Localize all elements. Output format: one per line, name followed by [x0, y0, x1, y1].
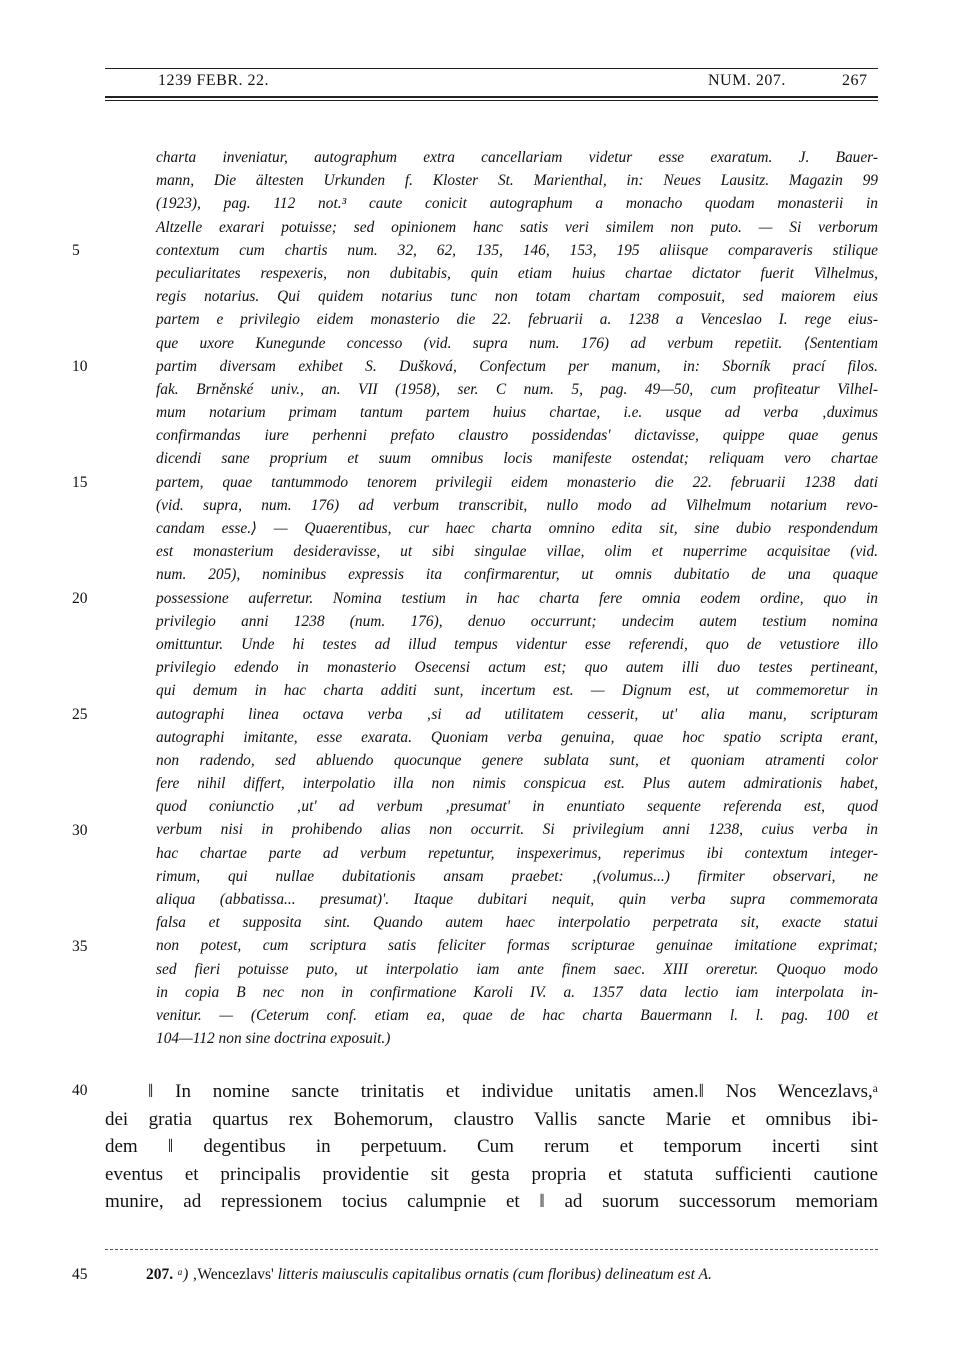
commentary-line: hac chartae parte ad verbum repetuntur, inspexerimus, reperimus ibi contextum integer- — [156, 844, 878, 862]
commentary-line: partim diversam exhibet S. Dušková, Confectum per manum, in: Sborník prací filos. — [156, 357, 878, 375]
charter-text — [105, 1078, 878, 1216]
commentary-block — [156, 146, 878, 1050]
commentary-line: regis notarius. Qui quidem notarius tunc non totam chartam composuit, sed maiorem eius — [156, 288, 878, 306]
line-number: 35 — [72, 938, 88, 955]
commentary-line: non radendo, sed abluendo quocunque genere sublata sunt, et quoniam atramenti color — [156, 751, 878, 769]
footnote-number: 207. — [146, 1266, 174, 1283]
commentary-line: privilegio anni 1238 (num. 176), denuo occurrunt; undecim autem testium nomina — [156, 612, 878, 630]
commentary-line: possessione auferretur. Nomina testium in hac charta fere omnia eodem ordine, quo in — [156, 589, 878, 607]
header-bottom-rule-thin — [105, 100, 878, 101]
commentary-line: omittuntur. Unde hi testes ad illud tempus videntur esse referendi, quo de vetustiore illo — [156, 635, 878, 653]
commentary-line: fak. Brněnské univ., an. VII (1958), ser. C num. 5, pag. 49—50, cum profiteatur Vilhel- — [156, 380, 878, 398]
page-number: 267 — [842, 72, 868, 89]
commentary-line: mann, Die ältesten Urkunden f. Kloster St. Marienthal, in: Neues Lausitz. Magazin 99 — [156, 172, 878, 190]
commentary-line: verbum nisi in prohibendo alias non occurrit. Si privilegium anni 1238, cuius verba in — [156, 821, 878, 839]
commentary-line: privilegio edendo in monasterio Osecensi actum est; quo autem illi duo testes pertineant, — [156, 659, 878, 677]
commentary-line: autographi linea octava verba ‚si ad utilitatem cesserit, ut' alia manu, scripturam — [156, 705, 878, 723]
commentary-line: 104—112 non sine doctrina exposuit.) — [156, 1030, 391, 1048]
charter-line: munire, ad repressionem tocius calumpnie et ‖ ad suorum successorum memoriam — [105, 1191, 878, 1212]
commentary-line: partem e privilegio eidem monasterio die 22. februarii a. 1238 a Venceslao I. rege eius- — [156, 311, 878, 329]
charter-line: dei gratia quartus rex Bohemorum, claustro Vallis sancte Marie et omnibus ibi- — [105, 1108, 878, 1130]
footnote-mark: ᵃ) — [177, 1266, 189, 1283]
commentary-line: autographi imitante, esse exarata. Quoniam verba genuina, quae hoc spatio scripta erant, — [156, 728, 878, 746]
charter-line: eventus et principalis providentie sit gesta propria et statuta sufficienti cautione — [105, 1163, 878, 1185]
commentary-line: mum notarium primam tantum partem huius chartae, i.e. usque ad verba ‚duximus — [156, 404, 878, 422]
commentary-line: dicendi sane proprium et suum omnibus locis manifeste ostendat; reliquam vero chartae — [156, 450, 878, 468]
commentary-line: falsa et supposita sint. Quando autem haec interpolatio perpetrata sit, exacte statui — [156, 914, 878, 932]
commentary-line: non potest, cum scriptura satis feliciter formas scripturae genuinae imitatione exprimat; — [156, 937, 878, 955]
line-number: 30 — [72, 822, 88, 839]
charter-line: ‖ In nomine sancte trinitatis et individue unitatis amen.‖ Nos Wencezlavs,ᵃ — [148, 1081, 878, 1102]
header-bottom-rule — [105, 96, 878, 98]
commentary-line: rimum, qui nullae dubitationis ansam praebet: ‚(volumus...) firmiter observari, ne — [156, 867, 878, 885]
commentary-line: aliqua (abbatissa... presumat)'. Itaque dubitari nequit, quin verba supra commemorata — [156, 891, 878, 908]
footnote-word: ‚Wencezlavs' — [192, 1266, 274, 1283]
footnote-rule — [105, 1249, 878, 1250]
commentary-line: charta inveniatur, autographum extra cancellariam videtur esse exaratum. J. Bauer- — [156, 149, 878, 166]
commentary-line: num. 205), nominibus expressis ita confirmarentur, ut omnis dubitatio de una quaque — [156, 566, 878, 584]
header-top-rule — [105, 68, 878, 69]
line-number: 10 — [72, 358, 88, 375]
line-number: 20 — [72, 590, 88, 607]
commentary-line: quod coniunctio ‚ut' ad verbum ‚presumat' in enuntiato sequente referenda est, quod — [156, 798, 878, 816]
commentary-line: peculiaritates respexeris, non dubitabis, quin etiam huius chartae dictator fuerit Vilhelmus, — [156, 264, 878, 282]
footnote-text: litteris maiusculis capitalibus ornatis (cum floribus) delineatum est A. — [277, 1266, 712, 1283]
commentary-line: sed fieri potuisse puto, ut interpolatio iam ante finem saec. XIII oreretur. Quoquo modo — [156, 960, 878, 978]
line-number: 5 — [72, 242, 80, 259]
commentary-line: venitur. — (Ceterum conf. etiam ea, quae de hac charta Bauermann l. l. pag. 100 et — [156, 1006, 878, 1024]
line-number: 15 — [72, 474, 88, 491]
commentary-line: Altzelle exarari potuisse; sed opinionem hanc satis veri similem non puto. — Si verborum — [156, 218, 878, 236]
header-date: 1239 FEBR. 22. — [158, 72, 270, 89]
commentary-line: candam esse.⟩ — Quaerentibus, cur haec charta omnino edita sit, sine dubio respondendum — [156, 520, 878, 537]
header-number: NUM. 207. — [708, 72, 786, 89]
commentary-line: que uxore Kunegunde concesso (vid. supra num. 176) ad verbum repetiit. ⟨Sententiam — [156, 334, 878, 352]
commentary-line: fere nihil differt, interpolatio illa non nimis conspicua est. Plus autem admirationis habet, — [156, 775, 878, 793]
line-number: 40 — [72, 1082, 88, 1099]
line-number: 25 — [72, 706, 88, 723]
commentary-line: est monasterium desideravisse, ut sibi singulae villae, olim et nuperrime acquisitae (vid. — [156, 543, 878, 561]
commentary-line: partem, quae tantummodo tenorem privilegii eidem monasterio die 22. februarii 1238 dati — [156, 473, 878, 491]
commentary-line: qui demum in hac charta additi sunt, incertum est. — Dignum est, ut commemoretur in — [156, 682, 878, 700]
charter-line: dem ‖ degentibus in perpetuum. Cum rerum et temporum incerti sint — [105, 1136, 878, 1157]
footnote — [146, 1266, 712, 1284]
line-number: 45 — [72, 1266, 88, 1283]
commentary-line: in copia B nec non in confirmatione Karoli IV. a. 1357 data lectio iam interpolata in- — [156, 983, 878, 1001]
commentary-line: contextum cum chartis num. 32, 62, 135, 146, 153, 195 aliisque comparaveris stilique — [156, 241, 878, 259]
commentary-line: (1923), pag. 112 not.³ caute conicit autographum a monacho quodam monasterii in — [156, 195, 878, 213]
commentary-line: (vid. supra, num. 176) ad verbum transcribit, nullo modo ad Vilhelmum notarium revo- — [156, 496, 878, 514]
commentary-line: confirmandas iure perhenni prefato claustro possidendas' dictavisse, quippe quae genus — [156, 427, 878, 445]
